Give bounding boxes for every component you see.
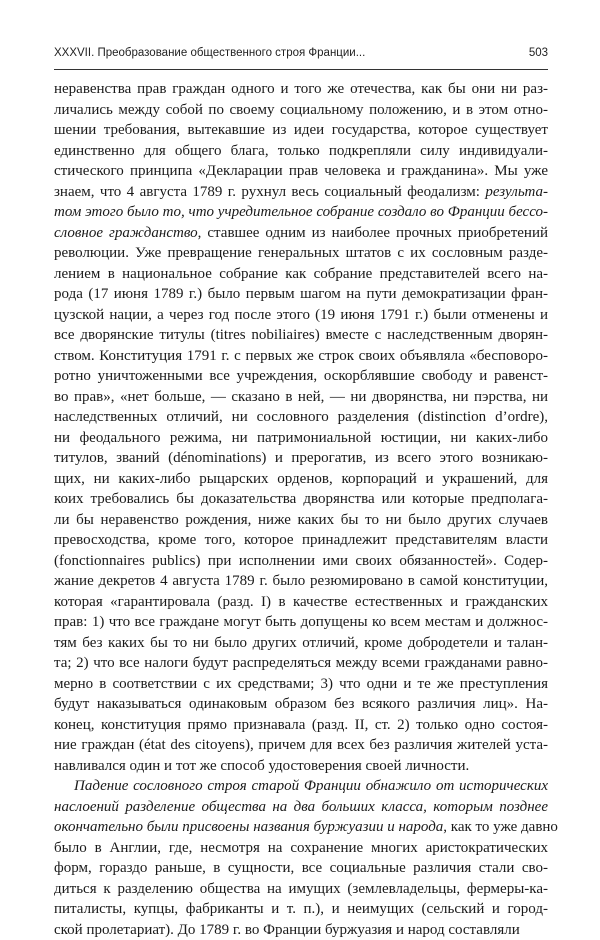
italic-text: словное гражданство xyxy=(54,225,198,241)
text-line xyxy=(54,551,548,572)
text-line xyxy=(54,674,548,695)
text-line xyxy=(54,202,548,223)
text-line xyxy=(54,161,548,182)
text-line xyxy=(54,448,548,469)
text-line xyxy=(54,817,548,838)
text-line xyxy=(54,920,548,940)
text: ни феодального режима, ни патримониальной юстиции, ни каких-либо xyxy=(54,430,548,446)
text: все дворянские титулы (titres nobiliaires) вместе с наследственным дворян- xyxy=(54,327,548,343)
text-line xyxy=(54,858,548,879)
text-line xyxy=(54,838,548,859)
text-line xyxy=(54,489,548,510)
text-line xyxy=(54,325,548,346)
text: навливался один и тот же способ удостоверения своей личности. xyxy=(54,758,469,774)
text: щих, ни каких-либо рыцарских орденов, корпораций и украшений, для xyxy=(54,471,548,487)
text: наследственных отличий, ни сословного разделения (distinction d’ordre), xyxy=(54,409,548,425)
text-line xyxy=(54,182,548,203)
text: форм, гораздо раньше, в сущности, все социальные различия стали сво- xyxy=(54,860,548,876)
text: питалисты, купцы, фабриканты и т. п.), и неимущих (сельский и город- xyxy=(54,901,548,917)
body-text xyxy=(54,79,548,940)
text: революции. Уже превращение генеральных штатов с их сословным разде- xyxy=(54,245,548,261)
text: жание декретов 4 августа 1789 г. было резюмировано в самой конституции, xyxy=(54,573,548,589)
text-line xyxy=(54,120,548,141)
text: было в Англии, где, несмотря на сохранение многих аристократических xyxy=(54,840,548,856)
paragraph xyxy=(54,79,548,776)
text-line xyxy=(54,571,548,592)
text: будут наказываться одинаковым образом без всякого различия лиц». На- xyxy=(54,696,548,712)
text: личались между собой по своему социальному положению, и в этом отно- xyxy=(54,102,548,118)
text-line xyxy=(54,100,548,121)
italic-text: результа- xyxy=(485,184,548,200)
text-line xyxy=(54,694,548,715)
text-line xyxy=(54,223,548,244)
text: цузской нации, а через год после этого (19 июня 1791 г.) были отменены и xyxy=(54,307,548,323)
text: , ставшее одним из наиболее прочных приобретений xyxy=(198,225,548,241)
text-line xyxy=(54,346,548,367)
text: диться к разделению общества на имущих (землевладельцы, фермеры-ка- xyxy=(54,881,548,897)
text: титулов, званий (dénominations) и прерогатив, из всего этого возникаю- xyxy=(54,450,548,466)
text-line xyxy=(54,469,548,490)
text-line xyxy=(54,612,548,633)
text-line xyxy=(54,264,548,285)
text-line xyxy=(54,141,548,162)
text: единственно для общего блага, только подкрепляли силу индивидуали- xyxy=(54,143,548,159)
text: , как то уже давно xyxy=(443,819,558,835)
text: неравенства прав граждан одного и того же отечества, как бы они ни раз- xyxy=(54,81,548,97)
italic-text: Падение сословного строя старой Франции обнажило от исторических xyxy=(74,778,548,794)
text-line xyxy=(54,305,548,326)
text-line xyxy=(54,530,548,551)
text-line xyxy=(54,79,548,100)
text: стического принципа «Декларации прав человека и гражданина». Мы уже xyxy=(54,163,548,179)
text: конец, конституция прямо признавала (разд. II, ст. 2) только одно состоя- xyxy=(54,717,548,733)
text: ротно уничтоженными все учреждения, оскорблявшие свободу и равенст- xyxy=(54,368,548,384)
text: превосходства, кроме того, которое принадлежит представителям власти xyxy=(54,532,548,548)
text-line xyxy=(54,510,548,531)
text-line xyxy=(54,387,548,408)
text-line xyxy=(54,428,548,449)
text-line xyxy=(54,592,548,613)
text: ством. Конституция 1791 г. с первых же строк своих объявляла «бесповоро- xyxy=(54,348,548,364)
text-line xyxy=(54,797,548,818)
text: (fonctionnaires publics) при исполнении ими своих обязанностей». Содер- xyxy=(54,553,548,569)
text: прав: 1) что все граждане могут быть допущены ко всем местам и должнос- xyxy=(54,614,548,630)
paragraph xyxy=(54,776,548,940)
text: которая «гарантировала (разд. I) в качестве естественных и гражданских xyxy=(54,594,548,610)
text: лением в национальное собрание как собрание представителей всего на- xyxy=(54,266,548,282)
text: шении требования, вытекавшие из идеи государства, которое существует xyxy=(54,122,548,138)
text: тям без каких бы то ни было других отличий, кроме добродетели и талан- xyxy=(54,635,548,651)
italic-text: том этого было то, что учредительное собрание создало во Франции бессо- xyxy=(54,204,548,220)
text: ской пролетариат). До 1789 г. во Франции буржуазия и народ составляли xyxy=(54,922,520,938)
italic-text: наслоений разделение общества на два больших класса, которым позднее xyxy=(54,799,548,815)
text-line xyxy=(54,756,548,777)
text: ние граждан (état des citoyens), причем для всех без различия жителей уста- xyxy=(54,737,548,753)
text-line xyxy=(54,653,548,674)
page-number: 503 xyxy=(529,47,548,59)
text-line xyxy=(54,243,548,264)
header-rule xyxy=(54,69,548,70)
text: во прав», «нет больше, — сказано в ней, — ни дворянства, ни пэрства, ни xyxy=(54,389,548,405)
text-line xyxy=(54,284,548,305)
text-line xyxy=(54,879,548,900)
text-line xyxy=(54,633,548,654)
text-line xyxy=(54,715,548,736)
text: коих требовались бы доказательства дворянства или которые предполага- xyxy=(54,491,548,507)
text: мерно в соответствии с их средствами; 3) что одни и те же преступления xyxy=(54,676,548,692)
text: ли бы неравенство рождения, ниже каких бы то ни было других случаев xyxy=(54,512,548,528)
chapter-title: XXXVII. Преобразование общественного строя Франции... xyxy=(54,47,365,59)
text-line xyxy=(54,407,548,428)
text-line xyxy=(54,735,548,756)
text: рода (17 июня 1789 г.) было первым шагом на пути демократизации фран- xyxy=(54,286,548,302)
text-line xyxy=(54,366,548,387)
text-line xyxy=(54,899,548,920)
text: та; 2) что все налоги будут распределяться между всеми гражданами равно- xyxy=(54,655,548,671)
text-line xyxy=(54,776,548,797)
text: знаем, что 4 августа 1789 г. рухнул весь социальный феодализм: xyxy=(54,184,485,200)
italic-text: окончательно были присвоены названия буржуазии и народа xyxy=(54,819,443,835)
